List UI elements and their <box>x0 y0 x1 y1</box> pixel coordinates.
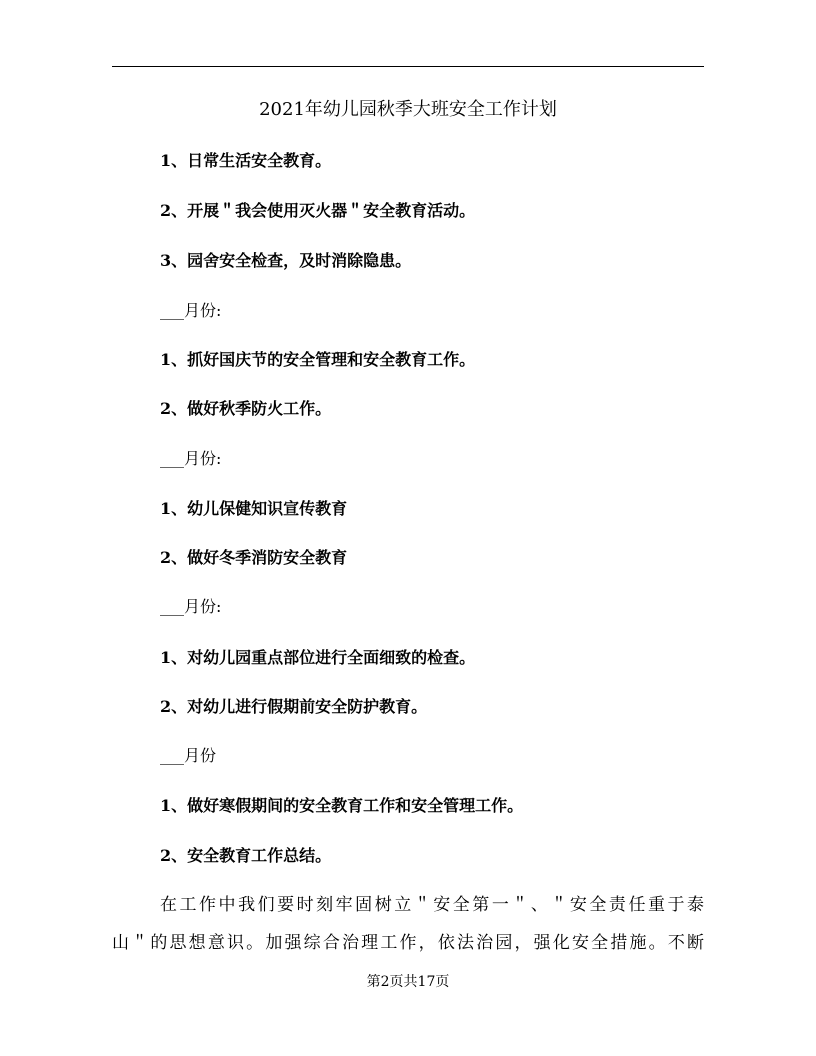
list-item: 1、做好寒假期间的安全教育工作和安全管理工作。 <box>160 796 524 815</box>
month-heading: ___月份: <box>160 301 222 320</box>
list-item: 2、做好冬季消防安全教育 <box>160 548 348 567</box>
list-item: 2、安全教育工作总结。 <box>160 846 332 865</box>
document-title: 2021年幼儿园秋季大班安全工作计划 <box>259 99 557 120</box>
list-item: 1、幼儿保健知识宣传教育 <box>160 499 348 518</box>
list-item: 2、开展＂我会使用灭火器＂安全教育活动。 <box>160 201 476 220</box>
month-heading: ___月份 <box>160 746 217 765</box>
list-item: 2、做好秋季防火工作。 <box>160 399 332 418</box>
list-item: 1、对幼儿园重点部位进行全面细致的检查。 <box>160 648 476 667</box>
list-item: 3、园舍安全检查，及时消除隐患。 <box>160 251 412 270</box>
list-item: 1、日常生活安全教育。 <box>160 151 332 170</box>
body-paragraph-line: 在工作中我们要时刻牢固树立＂安全第一＂、＂安全责任重于泰 <box>160 895 704 915</box>
list-item: 2、对幼儿进行假期前安全防护教育。 <box>160 697 428 716</box>
header-rule <box>112 66 704 67</box>
body-paragraph-line: 山＂的思想意识。加强综合治理工作，依法治园，强化安全措施。不断 <box>112 933 704 953</box>
month-heading: ___月份: <box>160 449 222 468</box>
month-heading: ___月份: <box>160 597 222 616</box>
page-number: 第2页共17页 <box>366 974 450 990</box>
list-item: 1、抓好国庆节的安全管理和安全教育工作。 <box>160 350 476 369</box>
